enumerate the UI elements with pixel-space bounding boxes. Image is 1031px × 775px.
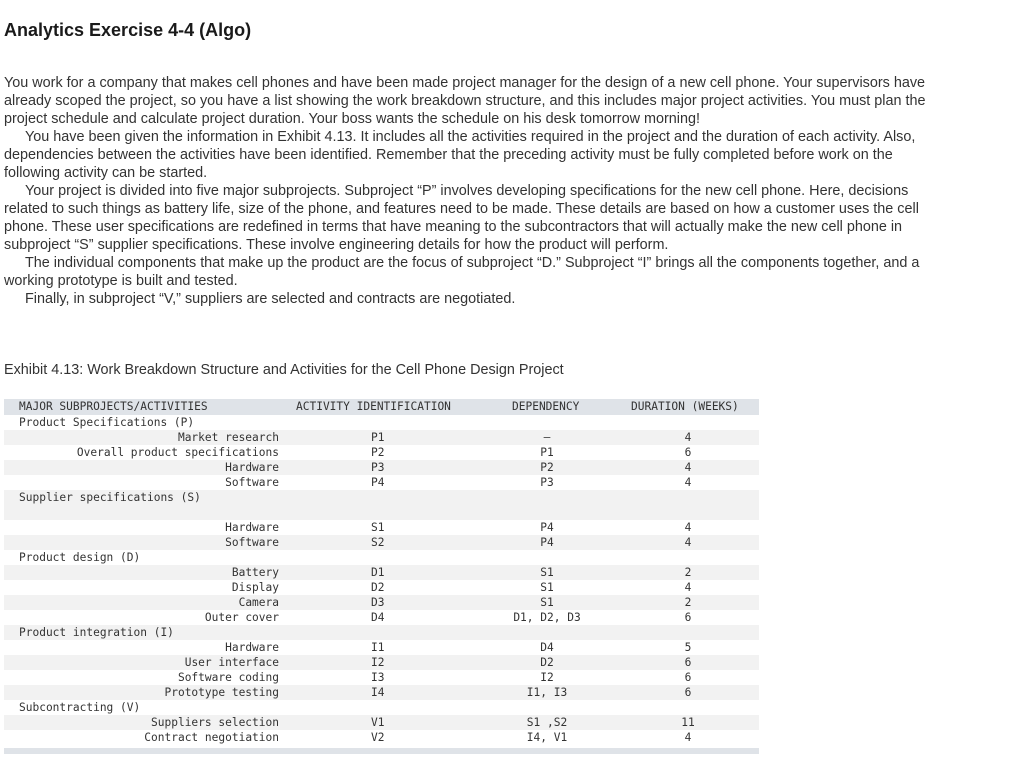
group-row [4,625,759,640]
table-row [4,730,759,745]
activity-name: Display [231,581,279,594]
dependency: P2 [540,461,554,474]
table-row [4,445,759,460]
activity-id: S1 [371,521,385,534]
table-header [4,399,759,415]
table-row [4,520,759,535]
exhibit-caption: Exhibit 4.13: Work Breakdown Structure and Activities for the Cell Phone Design Project [4,362,564,378]
activity-name: Battery [231,566,279,579]
table-row [4,460,759,475]
table-row [4,595,759,610]
activity-name: Overall product specifications [76,446,279,459]
activity-id: D2 [371,581,385,594]
activity-id: P3 [371,461,385,474]
dependency: D1, D2, D3 [513,611,581,624]
duration: 4 [684,431,692,444]
activity-name: Hardware [225,461,279,474]
group-name: Supplier specifications (S) [19,491,201,504]
dependency: P3 [540,476,554,489]
table-row [4,610,759,625]
activity-id: I1 [371,641,385,654]
duration: 2 [684,566,692,579]
activity-name: Suppliers selection [151,716,279,729]
header-activity-id: ACTIVITY IDENTIFICATION [296,400,451,413]
page-title: Analytics Exercise 4-4 (Algo) [4,20,252,40]
group-name: Product Specifications (P) [19,416,195,429]
activity-id: P4 [371,476,385,489]
activity-id: V2 [371,731,385,744]
table-row [4,670,759,685]
dependency: S1 [540,566,554,579]
activity-name: Prototype testing [164,686,279,699]
dependency: S1 [540,581,554,594]
dependency: I2 [540,671,554,684]
activity-name: Software [225,476,279,489]
activity-id: P1 [371,431,385,444]
activity-name: Software [225,536,279,549]
activity-name: Camera [238,596,279,609]
duration: 4 [684,461,692,474]
wbs-table [4,399,759,754]
header-subprojects: MAJOR SUBPROJECTS/ACTIVITIES [19,400,208,413]
table-footer-bar [4,748,759,754]
paragraph: Finally, in subproject “V,” suppliers are selected and contracts are negotiated. [25,291,516,307]
paragraph: You work for a company that makes cell phones and have been made project manager for the design of a new cell phone. Your supervisors have already scoped the project, so you have a list showing the work breakdown structure, and this includes major project activities. You must plan the project schedule and calculate project duration. Your boss wants the schedule on his desk tomorrow morning! [4,75,926,127]
duration: 4 [684,536,692,549]
exercise-description [4,74,949,308]
activity-id: S2 [371,536,385,549]
duration: 4 [684,476,692,489]
duration: 6 [684,611,692,624]
table-row [4,640,759,655]
dependency: I4, V1 [526,731,568,744]
activity-id: P2 [371,446,385,459]
duration: 6 [684,446,692,459]
header-duration: DURATION (WEEKS) [631,400,739,413]
activity-name: Hardware [225,521,279,534]
activity-id: D1 [371,566,385,579]
header-dependency: DEPENDENCY [512,400,580,413]
activity-id: I4 [371,686,385,699]
activity-id: I3 [371,671,385,684]
group-row [4,490,759,520]
paragraph: Your project is divided into five major subprojects. Subproject “P” involves developing specifications for the new cell phone. Here, decisions related to such things as battery life, size of the phone, and features need to be made. These details are based on how a customer uses the cell phone. These user specifications are redefined in terms that have meaning to the subcontractors that will actually make the new cell phone in subproject “S” supplier specifications. These involve engineering details for how the product will perform. [4,183,919,253]
activity-name: Software coding [177,671,279,684]
paragraph: The individual components that make up the product are the focus of subproject “D.” Subproject “I” brings all the components together, and a working prototype is built and tested. [4,255,920,289]
dependency: P1 [540,446,554,459]
dependency: D2 [540,656,554,669]
duration: 6 [684,656,692,669]
group-name: Product integration (I) [19,626,174,639]
dependency: P4 [540,521,554,534]
table-row [4,685,759,700]
dependency: — [543,431,551,444]
dependency: P4 [540,536,554,549]
dependency: S1 ,S2 [526,716,568,729]
table-row [4,580,759,595]
duration: 5 [684,641,692,654]
table-body [4,415,759,745]
dependency: I1, I3 [526,686,568,699]
table-row [4,715,759,730]
duration: 4 [684,731,692,744]
group-row [4,550,759,565]
duration: 11 [681,716,695,729]
table-row [4,535,759,550]
activity-id: D3 [371,596,385,609]
activity-name: Contract negotiation [144,731,279,744]
activity-name: User interface [184,656,279,669]
table-row [4,430,759,445]
duration: 2 [684,596,692,609]
group-row [4,415,759,430]
group-name: Subcontracting (V) [19,701,141,714]
group-name: Product design (D) [19,551,141,564]
activity-name: Market research [177,431,279,444]
activity-id: V1 [371,716,385,729]
activity-name: Outer cover [204,611,279,624]
paragraph: You have been given the information in Exhibit 4.13. It includes all the activities required in the project and the duration of each activity. Also, dependencies between the activities have been identified. Remember that the preceding activity must be fully completed before work on the following activity can be started. [4,129,916,181]
duration: 6 [684,671,692,684]
table-row [4,655,759,670]
dependency: S1 [540,596,554,609]
activity-id: D4 [371,611,385,624]
activity-id: I2 [371,656,385,669]
duration: 4 [684,581,692,594]
group-row [4,700,759,715]
table-row [4,565,759,580]
table-row [4,475,759,490]
duration: 4 [684,521,692,534]
duration: 6 [684,686,692,699]
dependency: D4 [540,641,554,654]
activity-name: Hardware [225,641,279,654]
